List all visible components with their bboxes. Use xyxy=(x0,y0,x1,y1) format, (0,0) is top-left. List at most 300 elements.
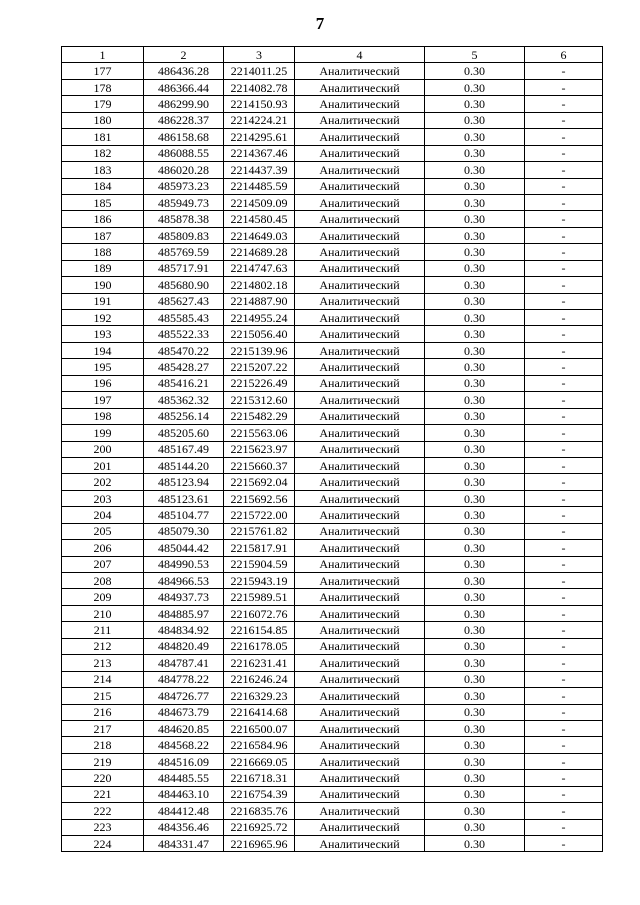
y-coordinate-cell: 2216178.05 xyxy=(224,638,295,654)
method-cell: Аналитический xyxy=(295,392,425,408)
accuracy-cell: 0.30 xyxy=(425,819,525,835)
accuracy-cell: 0.30 xyxy=(425,737,525,753)
table-row xyxy=(62,293,603,309)
table-row xyxy=(62,737,603,753)
x-coordinate-cell: 484463.10 xyxy=(144,786,224,802)
y-coordinate-cell: 2214509.09 xyxy=(224,194,295,210)
y-coordinate-cell: 2214689.28 xyxy=(224,244,295,260)
table-row xyxy=(62,310,603,326)
accuracy-cell: 0.30 xyxy=(425,145,525,161)
method-cell: Аналитический xyxy=(295,359,425,375)
note-cell: - xyxy=(525,227,603,243)
method-cell: Аналитический xyxy=(295,310,425,326)
x-coordinate-cell: 486299.90 xyxy=(144,96,224,112)
method-cell: Аналитический xyxy=(295,162,425,178)
method-cell: Аналитический xyxy=(295,770,425,786)
y-coordinate-cell: 2216835.76 xyxy=(224,803,295,819)
table-row xyxy=(62,688,603,704)
accuracy-cell: 0.30 xyxy=(425,786,525,802)
point-number-cell: 212 xyxy=(62,638,144,654)
accuracy-cell: 0.30 xyxy=(425,753,525,769)
table-row xyxy=(62,457,603,473)
note-cell: - xyxy=(525,145,603,161)
accuracy-cell: 0.30 xyxy=(425,720,525,736)
x-coordinate-cell: 485973.23 xyxy=(144,178,224,194)
table-row xyxy=(62,194,603,210)
note-cell: - xyxy=(525,638,603,654)
note-cell: - xyxy=(525,425,603,441)
method-cell: Аналитический xyxy=(295,753,425,769)
x-coordinate-cell: 484834.92 xyxy=(144,622,224,638)
method-cell: Аналитический xyxy=(295,573,425,589)
point-number-cell: 188 xyxy=(62,244,144,260)
y-coordinate-cell: 2215207.22 xyxy=(224,359,295,375)
table-row xyxy=(62,392,603,408)
note-cell: - xyxy=(525,96,603,112)
column-header-3: 3 xyxy=(224,47,295,63)
note-cell: - xyxy=(525,63,603,79)
x-coordinate-cell: 485522.33 xyxy=(144,326,224,342)
y-coordinate-cell: 2215943.19 xyxy=(224,573,295,589)
table-row xyxy=(62,655,603,671)
table-row xyxy=(62,441,603,457)
x-coordinate-cell: 484990.53 xyxy=(144,556,224,572)
point-number-cell: 216 xyxy=(62,704,144,720)
table-row xyxy=(62,671,603,687)
accuracy-cell: 0.30 xyxy=(425,178,525,194)
y-coordinate-cell: 2214580.45 xyxy=(224,211,295,227)
note-cell: - xyxy=(525,490,603,506)
y-coordinate-cell: 2215660.37 xyxy=(224,457,295,473)
y-coordinate-cell: 2214955.24 xyxy=(224,310,295,326)
point-number-cell: 197 xyxy=(62,392,144,408)
point-number-cell: 222 xyxy=(62,803,144,819)
y-coordinate-cell: 2216329.23 xyxy=(224,688,295,704)
point-number-cell: 199 xyxy=(62,425,144,441)
note-cell: - xyxy=(525,507,603,523)
point-number-cell: 182 xyxy=(62,145,144,161)
x-coordinate-cell: 484568.22 xyxy=(144,737,224,753)
x-coordinate-cell: 484356.46 xyxy=(144,819,224,835)
y-coordinate-cell: 2215623.97 xyxy=(224,441,295,457)
note-cell: - xyxy=(525,342,603,358)
y-coordinate-cell: 2216754.39 xyxy=(224,786,295,802)
accuracy-cell: 0.30 xyxy=(425,425,525,441)
y-coordinate-cell: 2215563.06 xyxy=(224,425,295,441)
method-cell: Аналитический xyxy=(295,227,425,243)
x-coordinate-cell: 484412.48 xyxy=(144,803,224,819)
note-cell: - xyxy=(525,605,603,621)
accuracy-cell: 0.30 xyxy=(425,540,525,556)
method-cell: Аналитический xyxy=(295,638,425,654)
point-number-cell: 195 xyxy=(62,359,144,375)
y-coordinate-cell: 2216500.07 xyxy=(224,720,295,736)
y-coordinate-cell: 2214437.39 xyxy=(224,162,295,178)
table-row xyxy=(62,720,603,736)
y-coordinate-cell: 2216584.96 xyxy=(224,737,295,753)
table-row xyxy=(62,96,603,112)
x-coordinate-cell: 485585.43 xyxy=(144,310,224,326)
y-coordinate-cell: 2214367.46 xyxy=(224,145,295,161)
point-number-cell: 196 xyxy=(62,375,144,391)
note-cell: - xyxy=(525,540,603,556)
table-row xyxy=(62,704,603,720)
point-number-cell: 203 xyxy=(62,490,144,506)
accuracy-cell: 0.30 xyxy=(425,671,525,687)
method-cell: Аналитический xyxy=(295,589,425,605)
note-cell: - xyxy=(525,836,603,852)
method-cell: Аналитический xyxy=(295,425,425,441)
table-row xyxy=(62,112,603,128)
x-coordinate-cell: 485416.21 xyxy=(144,375,224,391)
accuracy-cell: 0.30 xyxy=(425,342,525,358)
note-cell: - xyxy=(525,737,603,753)
x-coordinate-cell: 485123.94 xyxy=(144,474,224,490)
y-coordinate-cell: 2215761.82 xyxy=(224,523,295,539)
x-coordinate-cell: 486020.28 xyxy=(144,162,224,178)
x-coordinate-cell: 485428.27 xyxy=(144,359,224,375)
point-number-cell: 200 xyxy=(62,441,144,457)
x-coordinate-cell: 485470.22 xyxy=(144,342,224,358)
table-row xyxy=(62,63,603,79)
point-number-cell: 223 xyxy=(62,819,144,835)
accuracy-cell: 0.30 xyxy=(425,79,525,95)
y-coordinate-cell: 2216718.31 xyxy=(224,770,295,786)
accuracy-cell: 0.30 xyxy=(425,704,525,720)
method-cell: Аналитический xyxy=(295,96,425,112)
accuracy-cell: 0.30 xyxy=(425,326,525,342)
point-number-cell: 210 xyxy=(62,605,144,621)
point-number-cell: 187 xyxy=(62,227,144,243)
column-header-2: 2 xyxy=(144,47,224,63)
y-coordinate-cell: 2214082.78 xyxy=(224,79,295,95)
note-cell: - xyxy=(525,573,603,589)
point-number-cell: 190 xyxy=(62,277,144,293)
x-coordinate-cell: 484885.97 xyxy=(144,605,224,621)
method-cell: Аналитический xyxy=(295,244,425,260)
note-cell: - xyxy=(525,408,603,424)
point-number-cell: 215 xyxy=(62,688,144,704)
x-coordinate-cell: 484331.47 xyxy=(144,836,224,852)
note-cell: - xyxy=(525,803,603,819)
note-cell: - xyxy=(525,359,603,375)
y-coordinate-cell: 2215722.00 xyxy=(224,507,295,523)
x-coordinate-cell: 485627.43 xyxy=(144,293,224,309)
table-row xyxy=(62,622,603,638)
y-coordinate-cell: 2216246.24 xyxy=(224,671,295,687)
x-coordinate-cell: 484787.41 xyxy=(144,655,224,671)
point-number-cell: 181 xyxy=(62,129,144,145)
accuracy-cell: 0.30 xyxy=(425,556,525,572)
x-coordinate-cell: 484485.55 xyxy=(144,770,224,786)
table-row xyxy=(62,523,603,539)
accuracy-cell: 0.30 xyxy=(425,490,525,506)
accuracy-cell: 0.30 xyxy=(425,523,525,539)
point-number-cell: 214 xyxy=(62,671,144,687)
accuracy-cell: 0.30 xyxy=(425,277,525,293)
note-cell: - xyxy=(525,441,603,457)
table-row xyxy=(62,277,603,293)
note-cell: - xyxy=(525,211,603,227)
y-coordinate-cell: 2215817.91 xyxy=(224,540,295,556)
note-cell: - xyxy=(525,326,603,342)
y-coordinate-cell: 2215989.51 xyxy=(224,589,295,605)
y-coordinate-cell: 2214011.25 xyxy=(224,63,295,79)
accuracy-cell: 0.30 xyxy=(425,638,525,654)
x-coordinate-cell: 485205.60 xyxy=(144,425,224,441)
point-number-cell: 221 xyxy=(62,786,144,802)
x-coordinate-cell: 485809.83 xyxy=(144,227,224,243)
x-coordinate-cell: 485256.14 xyxy=(144,408,224,424)
table-row xyxy=(62,145,603,161)
table-row xyxy=(62,540,603,556)
table-row xyxy=(62,819,603,835)
point-number-cell: 217 xyxy=(62,720,144,736)
y-coordinate-cell: 2214747.63 xyxy=(224,260,295,276)
y-coordinate-cell: 2214295.61 xyxy=(224,129,295,145)
point-number-cell: 213 xyxy=(62,655,144,671)
y-coordinate-cell: 2216925.72 xyxy=(224,819,295,835)
accuracy-cell: 0.30 xyxy=(425,688,525,704)
point-number-cell: 206 xyxy=(62,540,144,556)
method-cell: Аналитический xyxy=(295,129,425,145)
point-number-cell: 205 xyxy=(62,523,144,539)
table-row xyxy=(62,753,603,769)
point-number-cell: 224 xyxy=(62,836,144,852)
table-row xyxy=(62,836,603,852)
table-row xyxy=(62,408,603,424)
point-number-cell: 202 xyxy=(62,474,144,490)
note-cell: - xyxy=(525,129,603,145)
note-cell: - xyxy=(525,688,603,704)
x-coordinate-cell: 486088.55 xyxy=(144,145,224,161)
note-cell: - xyxy=(525,622,603,638)
x-coordinate-cell: 484966.53 xyxy=(144,573,224,589)
x-coordinate-cell: 484516.09 xyxy=(144,753,224,769)
y-coordinate-cell: 2216231.41 xyxy=(224,655,295,671)
point-number-cell: 204 xyxy=(62,507,144,523)
table-row xyxy=(62,211,603,227)
point-number-cell: 211 xyxy=(62,622,144,638)
table-row xyxy=(62,79,603,95)
method-cell: Аналитический xyxy=(295,507,425,523)
y-coordinate-cell: 2215056.40 xyxy=(224,326,295,342)
point-number-cell: 194 xyxy=(62,342,144,358)
note-cell: - xyxy=(525,162,603,178)
accuracy-cell: 0.30 xyxy=(425,408,525,424)
table-row xyxy=(62,178,603,194)
accuracy-cell: 0.30 xyxy=(425,605,525,621)
method-cell: Аналитический xyxy=(295,688,425,704)
accuracy-cell: 0.30 xyxy=(425,375,525,391)
accuracy-cell: 0.30 xyxy=(425,457,525,473)
table-row xyxy=(62,425,603,441)
note-cell: - xyxy=(525,375,603,391)
method-cell: Аналитический xyxy=(295,293,425,309)
table-row xyxy=(62,638,603,654)
method-cell: Аналитический xyxy=(295,375,425,391)
table-row xyxy=(62,375,603,391)
accuracy-cell: 0.30 xyxy=(425,260,525,276)
x-coordinate-cell: 485769.59 xyxy=(144,244,224,260)
page-number: 7 xyxy=(315,14,325,33)
point-number-cell: 189 xyxy=(62,260,144,276)
method-cell: Аналитический xyxy=(295,605,425,621)
point-number-cell: 183 xyxy=(62,162,144,178)
method-cell: Аналитический xyxy=(295,112,425,128)
y-coordinate-cell: 2216669.05 xyxy=(224,753,295,769)
note-cell: - xyxy=(525,178,603,194)
accuracy-cell: 0.30 xyxy=(425,310,525,326)
x-coordinate-cell: 485949.73 xyxy=(144,194,224,210)
note-cell: - xyxy=(525,112,603,128)
x-coordinate-cell: 485123.61 xyxy=(144,490,224,506)
y-coordinate-cell: 2214649.03 xyxy=(224,227,295,243)
x-coordinate-cell: 485079.30 xyxy=(144,523,224,539)
point-number-cell: 185 xyxy=(62,194,144,210)
point-number-cell: 201 xyxy=(62,457,144,473)
point-number-cell: 179 xyxy=(62,96,144,112)
method-cell: Аналитический xyxy=(295,79,425,95)
table-row xyxy=(62,803,603,819)
table-row xyxy=(62,227,603,243)
point-number-cell: 184 xyxy=(62,178,144,194)
point-number-cell: 209 xyxy=(62,589,144,605)
point-number-cell: 193 xyxy=(62,326,144,342)
method-cell: Аналитический xyxy=(295,490,425,506)
point-number-cell: 208 xyxy=(62,573,144,589)
accuracy-cell: 0.30 xyxy=(425,359,525,375)
accuracy-cell: 0.30 xyxy=(425,770,525,786)
note-cell: - xyxy=(525,474,603,490)
table-row xyxy=(62,359,603,375)
table-row xyxy=(62,770,603,786)
method-cell: Аналитический xyxy=(295,737,425,753)
accuracy-cell: 0.30 xyxy=(425,96,525,112)
x-coordinate-cell: 484726.77 xyxy=(144,688,224,704)
y-coordinate-cell: 2215312.60 xyxy=(224,392,295,408)
accuracy-cell: 0.30 xyxy=(425,162,525,178)
x-coordinate-cell: 486158.68 xyxy=(144,129,224,145)
point-number-cell: 186 xyxy=(62,211,144,227)
accuracy-cell: 0.30 xyxy=(425,129,525,145)
note-cell: - xyxy=(525,556,603,572)
table-row xyxy=(62,162,603,178)
table-row xyxy=(62,589,603,605)
y-coordinate-cell: 2214802.18 xyxy=(224,277,295,293)
accuracy-cell: 0.30 xyxy=(425,293,525,309)
method-cell: Аналитический xyxy=(295,720,425,736)
accuracy-cell: 0.30 xyxy=(425,244,525,260)
table-row xyxy=(62,556,603,572)
table-row xyxy=(62,474,603,490)
method-cell: Аналитический xyxy=(295,145,425,161)
note-cell: - xyxy=(525,819,603,835)
y-coordinate-cell: 2215904.59 xyxy=(224,556,295,572)
point-number-cell: 207 xyxy=(62,556,144,572)
y-coordinate-cell: 2216072.76 xyxy=(224,605,295,621)
method-cell: Аналитический xyxy=(295,457,425,473)
table-row xyxy=(62,260,603,276)
x-coordinate-cell: 485167.49 xyxy=(144,441,224,457)
y-coordinate-cell: 2215139.96 xyxy=(224,342,295,358)
accuracy-cell: 0.30 xyxy=(425,441,525,457)
y-coordinate-cell: 2214485.59 xyxy=(224,178,295,194)
note-cell: - xyxy=(525,457,603,473)
table-body xyxy=(62,63,603,852)
x-coordinate-cell: 485680.90 xyxy=(144,277,224,293)
note-cell: - xyxy=(525,720,603,736)
table-row xyxy=(62,605,603,621)
table-row xyxy=(62,507,603,523)
x-coordinate-cell: 484820.49 xyxy=(144,638,224,654)
point-number-cell: 191 xyxy=(62,293,144,309)
method-cell: Аналитический xyxy=(295,326,425,342)
note-cell: - xyxy=(525,753,603,769)
note-cell: - xyxy=(525,770,603,786)
accuracy-cell: 0.30 xyxy=(425,803,525,819)
point-number-cell: 178 xyxy=(62,79,144,95)
y-coordinate-cell: 2216414.68 xyxy=(224,704,295,720)
accuracy-cell: 0.30 xyxy=(425,392,525,408)
point-number-cell: 198 xyxy=(62,408,144,424)
method-cell: Аналитический xyxy=(295,178,425,194)
y-coordinate-cell: 2214150.93 xyxy=(224,96,295,112)
point-number-cell: 177 xyxy=(62,63,144,79)
note-cell: - xyxy=(525,244,603,260)
method-cell: Аналитический xyxy=(295,540,425,556)
note-cell: - xyxy=(525,277,603,293)
method-cell: Аналитический xyxy=(295,819,425,835)
x-coordinate-cell: 484778.22 xyxy=(144,671,224,687)
method-cell: Аналитический xyxy=(295,277,425,293)
coordinates-table xyxy=(61,46,603,852)
point-number-cell: 180 xyxy=(62,112,144,128)
accuracy-cell: 0.30 xyxy=(425,194,525,210)
point-number-cell: 219 xyxy=(62,753,144,769)
note-cell: - xyxy=(525,523,603,539)
x-coordinate-cell: 486436.28 xyxy=(144,63,224,79)
method-cell: Аналитический xyxy=(295,441,425,457)
point-number-cell: 218 xyxy=(62,737,144,753)
note-cell: - xyxy=(525,310,603,326)
x-coordinate-cell: 485144.20 xyxy=(144,457,224,473)
accuracy-cell: 0.30 xyxy=(425,589,525,605)
method-cell: Аналитический xyxy=(295,474,425,490)
table-row xyxy=(62,326,603,342)
x-coordinate-cell: 485362.32 xyxy=(144,392,224,408)
point-number-cell: 220 xyxy=(62,770,144,786)
method-cell: Аналитический xyxy=(295,704,425,720)
method-cell: Аналитический xyxy=(295,803,425,819)
y-coordinate-cell: 2215692.56 xyxy=(224,490,295,506)
method-cell: Аналитический xyxy=(295,260,425,276)
table-row xyxy=(62,244,603,260)
column-header-6: 6 xyxy=(525,47,603,63)
accuracy-cell: 0.30 xyxy=(425,63,525,79)
y-coordinate-cell: 2215692.04 xyxy=(224,474,295,490)
method-cell: Аналитический xyxy=(295,194,425,210)
point-number-cell: 192 xyxy=(62,310,144,326)
method-cell: Аналитический xyxy=(295,671,425,687)
method-cell: Аналитический xyxy=(295,655,425,671)
x-coordinate-cell: 486366.44 xyxy=(144,79,224,95)
accuracy-cell: 0.30 xyxy=(425,836,525,852)
note-cell: - xyxy=(525,671,603,687)
column-header-4: 4 xyxy=(295,47,425,63)
note-cell: - xyxy=(525,392,603,408)
x-coordinate-cell: 486228.37 xyxy=(144,112,224,128)
